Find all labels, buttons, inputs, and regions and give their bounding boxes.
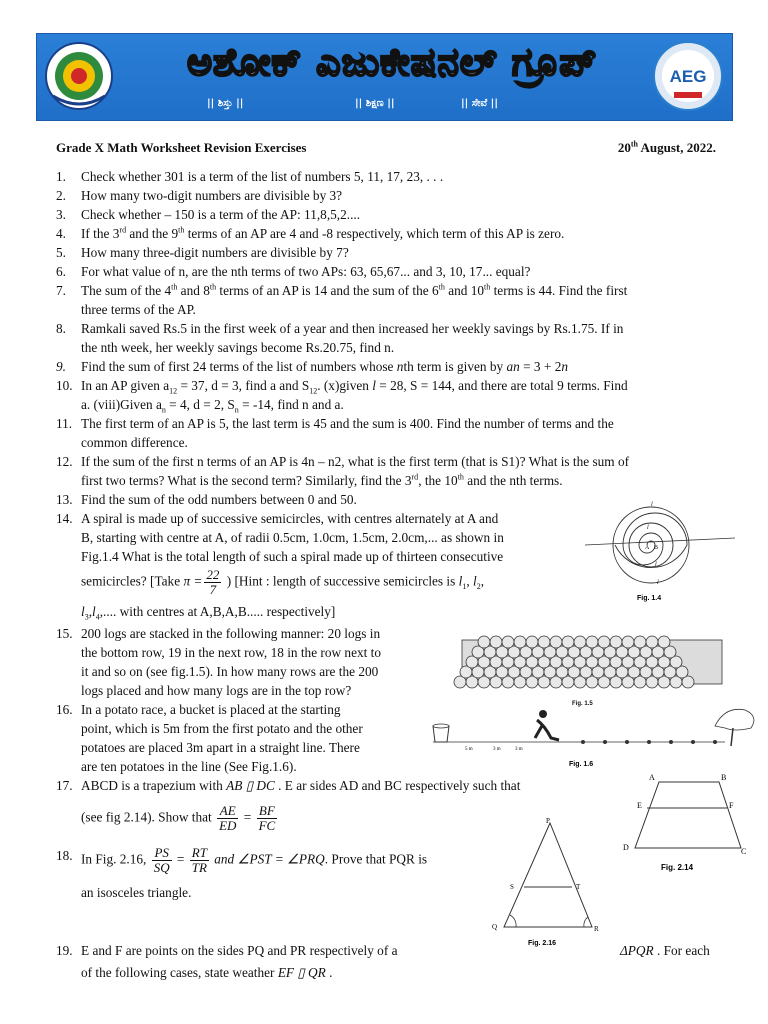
fig214-f: F [729,801,734,810]
motto-education: || ಶಿಕ್ಷಣ || [355,98,395,109]
fig14-label-b: B [654,545,659,551]
fig14-l4-top: l [651,502,653,508]
motto-service: || ಸೇವೆ || [461,98,498,109]
figure-2-14-trapezium [615,770,755,875]
figure-1-5-logs [452,632,732,692]
fig214-b: B [721,773,727,782]
fig216-t: T [576,883,581,891]
fig216-q: Q [492,923,498,931]
fig16-caption: Fig. 1.6 [569,761,594,768]
figure-1-4-spiral [585,500,735,605]
fig216-caption: Fig. 2.16 [528,940,557,947]
fig214-a: A [649,773,655,782]
fig14-l1: l [647,525,649,531]
fig216-r: R [594,925,599,933]
fig16-dist-2: 3 m [493,747,501,752]
fig214-c: C [741,847,747,856]
fig14-caption: Fig. 1.4 [637,595,662,602]
figure-1-6-potato-race [425,698,765,774]
worksheet-header [56,140,716,156]
fig214-caption: Fig. 2.14 [661,863,694,872]
fig14-label-a: A [645,545,650,551]
aeg-logo-text: AEG [669,67,707,86]
banner-title: ಅಶೋಕ್ ಎಜುಕೇಷನಲ್ ಗ್ರೂಪ್ [186,40,598,84]
fig16-dist-1: 5 m [465,747,473,752]
fig15-caption: Fig. 1.5 [572,701,593,707]
fig214-d: D [623,843,629,852]
question-19-tri: ΔPQR . For each [620,943,710,958]
fig216-s: S [510,883,514,891]
motto-discipline: || ಶಿಸ್ತು || [207,98,244,109]
society-logo [43,40,115,112]
fig14-l2: l [655,562,657,568]
aeg-logo [650,38,726,116]
fig214-e: E [637,801,642,810]
worksheet-title: Grade X Math Worksheet Revision Exercises [56,140,307,155]
figure-2-16-triangle [488,815,618,950]
fig216-p: P [546,817,550,825]
header-banner [36,33,733,121]
fig14-l4: l [657,580,659,586]
fig16-dist-3: 3 m [515,747,523,752]
worksheet-date: 20th August, 2022. [617,139,716,155]
